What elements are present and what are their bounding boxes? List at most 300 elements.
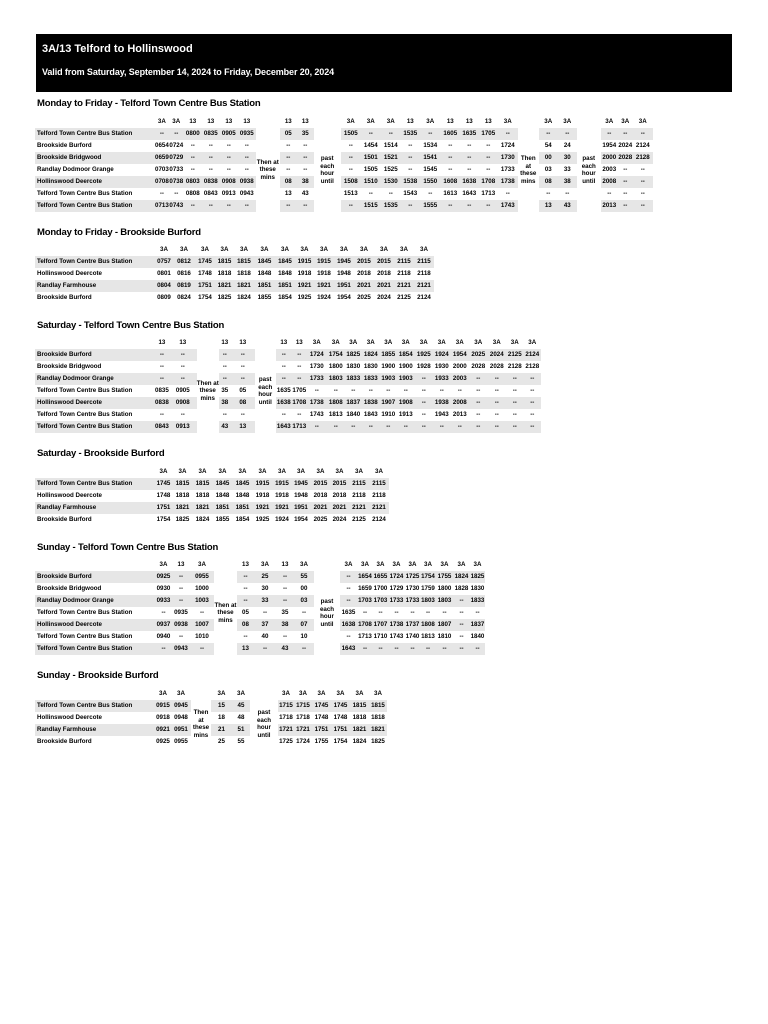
departure-time: 1921: [252, 502, 273, 514]
timetable: [35, 466, 389, 526]
departure-time: 30: [261, 585, 269, 592]
departure-time: 1954: [602, 142, 617, 149]
table-row: [35, 128, 653, 140]
departure-time: 1848: [215, 492, 230, 499]
route-number: 3A: [330, 466, 349, 478]
route-number: 3A: [369, 688, 387, 700]
departure-time: 0938: [238, 176, 256, 188]
departure-time: 1754: [420, 571, 436, 583]
route-header-row: [35, 244, 434, 256]
route-number: 13: [220, 116, 238, 128]
departure-time: --: [486, 142, 491, 149]
departure-time: --: [190, 643, 214, 655]
departure-time: 00: [300, 585, 308, 592]
departure-time: 55: [237, 738, 245, 745]
departure-time: --: [565, 190, 570, 197]
departure-time: 0757: [155, 256, 173, 268]
departure-time: 1855: [257, 294, 272, 301]
table-row: [35, 292, 434, 304]
departure-time: --: [460, 200, 479, 212]
departure-time: 1738: [388, 619, 405, 631]
route-number: 3A: [312, 688, 331, 700]
departure-time: 1815: [369, 700, 387, 712]
departure-time: 2013: [452, 411, 467, 418]
departure-time: 0945: [171, 700, 191, 712]
departure-time: 1530: [381, 176, 401, 188]
departure-time: 1821: [350, 724, 369, 736]
departure-time: 1908: [397, 397, 415, 409]
table-row: [35, 373, 541, 385]
departure-time: 1903: [380, 373, 397, 385]
departure-time: 1707: [373, 619, 388, 631]
stop-name: Telford Town Centre Bus Station: [37, 387, 133, 394]
departure-time: 0808: [185, 190, 200, 197]
route-number: [214, 559, 237, 571]
departure-time: 1845: [212, 478, 233, 490]
departure-time: --: [169, 349, 197, 361]
frequency-note: past each hour until: [255, 349, 276, 433]
departure-time: 1513: [343, 190, 358, 197]
departure-time: --: [640, 166, 645, 173]
departure-time: 1830: [470, 585, 485, 592]
route-number: 3A: [488, 337, 506, 349]
route-number: 3A: [369, 466, 389, 478]
departure-time: 2024: [332, 516, 347, 523]
departure-time: --: [172, 571, 190, 583]
route-number: 3A: [345, 337, 362, 349]
route-number: 3A: [275, 244, 295, 256]
departure-time: 2003: [451, 373, 469, 385]
departure-time: 1521: [381, 152, 401, 164]
departure-time: 1725: [279, 738, 293, 745]
departure-time: --: [476, 387, 481, 394]
departure-time: 0905: [220, 128, 238, 140]
departure-time: 2028: [489, 363, 504, 370]
table-row: [35, 736, 387, 748]
departure-time: 1800: [437, 585, 452, 592]
departure-time: 0804: [155, 280, 173, 292]
departure-time: 07: [294, 619, 314, 631]
frequency-note: Then at these mins: [197, 349, 219, 433]
departure-time: 0913: [221, 190, 236, 197]
departure-time: 1803: [420, 595, 436, 607]
departure-time: 1725: [405, 571, 420, 583]
frequency-note: Then at these mins: [191, 700, 211, 748]
departure-time: 1635: [341, 609, 356, 616]
departure-time: 1848: [235, 492, 250, 499]
departure-time: --: [442, 609, 447, 616]
route-number: 3A: [173, 244, 195, 256]
departure-time: --: [159, 190, 164, 197]
route-number: 13: [184, 116, 202, 128]
departure-time: 2128: [525, 363, 540, 370]
departure-time: 2118: [417, 270, 431, 277]
departure-time: --: [286, 166, 291, 173]
table-row: [35, 164, 653, 176]
departure-time: 1721: [278, 724, 294, 736]
departure-time: --: [524, 397, 541, 409]
departure-time: 1751: [195, 280, 215, 292]
departure-time: 1745: [155, 478, 172, 490]
departure-time: --: [448, 142, 453, 149]
route-number: [314, 116, 341, 128]
departure-time: 0733: [169, 166, 184, 173]
route-number: 3A: [381, 116, 401, 128]
departure-time: 1815: [172, 478, 193, 490]
frequency-note: Then at these mins: [256, 128, 280, 212]
departure-time: --: [280, 200, 297, 212]
table-row: [35, 349, 541, 361]
departure-time: 1800: [328, 363, 343, 370]
table-row: [35, 712, 387, 724]
route-number: 3A: [357, 559, 373, 571]
departure-time: 1613: [443, 190, 458, 197]
departure-time: --: [327, 421, 345, 433]
departure-time: --: [436, 643, 453, 655]
departure-time: --: [276, 571, 294, 583]
departure-time: --: [415, 373, 433, 385]
departure-time: 2018: [357, 270, 371, 277]
departure-time: --: [341, 152, 361, 164]
departure-time: 43: [558, 200, 577, 212]
departure-time: 1818: [352, 714, 367, 721]
stop-name: Brookside Burford: [35, 571, 155, 583]
departure-time: 0913: [169, 421, 197, 433]
departure-time: 0843: [155, 421, 169, 433]
departure-time: 1724: [307, 349, 327, 361]
departure-time: 1759: [421, 585, 435, 592]
departure-time: --: [294, 643, 314, 655]
stop-name: Brookside Burford: [37, 294, 92, 301]
departure-time: 1845: [254, 256, 275, 268]
departure-time: 1848: [257, 270, 272, 277]
departure-time: --: [448, 166, 453, 173]
departure-time: 24: [563, 142, 571, 149]
stop-name: Telford Town Centre Bus Station: [35, 700, 155, 712]
departure-time: --: [222, 411, 227, 418]
departure-time: --: [240, 411, 245, 418]
route-number: 13: [172, 559, 190, 571]
route-number: 3A: [373, 559, 388, 571]
departure-time: 1845: [275, 256, 295, 268]
stop-name: Hollinswood Deercote: [35, 397, 155, 409]
departure-time: 1745: [331, 700, 350, 712]
departure-time: 2125: [397, 294, 411, 301]
departure-time: 1833: [362, 373, 380, 385]
departure-time: 1730: [309, 363, 324, 370]
departure-time: 38: [558, 176, 577, 188]
departure-time: 1655: [373, 571, 388, 583]
route-number: 3A: [171, 688, 191, 700]
departure-time: 2021: [311, 502, 330, 514]
departure-time: 1821: [369, 724, 387, 736]
route-header-row: [35, 559, 485, 571]
departure-time: 1754: [333, 738, 348, 745]
departure-time: 1824: [195, 516, 210, 523]
route-number: [197, 337, 219, 349]
departure-time: 1948: [337, 270, 351, 277]
departure-time: --: [155, 128, 169, 140]
departure-time: 1925: [255, 516, 270, 523]
departure-time: 2000: [601, 152, 618, 164]
departure-time: 1754: [327, 349, 345, 361]
departure-time: 0938: [172, 619, 190, 631]
departure-time: 1538: [401, 176, 420, 188]
departure-time: 0738: [169, 176, 184, 188]
stop-name: Randlay Dodmoor Grange: [37, 166, 114, 173]
departure-time: 1755: [314, 738, 329, 745]
route-number: [577, 116, 601, 128]
departure-time: 2121: [349, 502, 369, 514]
departure-time: 2018: [377, 270, 391, 277]
departure-time: --: [161, 609, 166, 616]
departure-time: 1000: [195, 585, 209, 592]
departure-time: 48: [237, 714, 245, 721]
departure-time: 0803: [184, 176, 202, 188]
stop-name: Telford Town Centre Bus Station: [35, 200, 155, 212]
departure-time: 1913: [398, 411, 413, 418]
departure-time: 13: [284, 190, 292, 197]
departure-time: 1510: [361, 176, 381, 188]
departure-time: 2024: [377, 294, 391, 301]
departure-time: 1745: [312, 700, 331, 712]
departure-time: 0940: [156, 633, 171, 640]
route-number: [518, 116, 539, 128]
route-header-row: [35, 688, 387, 700]
stop-name: Hollinswood Deercote: [37, 492, 102, 499]
departure-time: 1733: [307, 373, 327, 385]
departure-time: 1951: [334, 280, 354, 292]
departure-time: 1748: [198, 270, 212, 277]
departure-time: 1751: [155, 502, 172, 514]
departure-time: 43: [219, 421, 231, 433]
departure-time: 1703: [373, 595, 388, 607]
table-row: [35, 502, 389, 514]
departure-time: 1930: [434, 363, 449, 370]
route-number: 3A: [433, 337, 451, 349]
route-number: 3A: [295, 244, 314, 256]
departure-time: 0955: [174, 738, 188, 745]
departure-time: --: [505, 190, 510, 197]
departure-time: 1454: [363, 142, 378, 149]
header-spacer: [35, 466, 155, 478]
departure-time: 1838: [362, 397, 380, 409]
departure-time: 1754: [156, 516, 171, 523]
departure-time: 1924: [317, 294, 331, 301]
departure-time: 1821: [234, 280, 254, 292]
table-row: [35, 188, 653, 200]
departure-time: 1818: [237, 270, 251, 277]
frequency-note: Then at these mins: [518, 128, 539, 212]
departure-time: --: [470, 643, 485, 655]
departure-time: 43: [276, 643, 294, 655]
departure-time: 0659: [155, 152, 169, 164]
departure-time: --: [403, 387, 408, 394]
route-number: 3A: [539, 116, 558, 128]
table-row: [35, 152, 653, 164]
route-number: 3A: [311, 466, 330, 478]
departure-time: --: [346, 585, 351, 592]
route-number: 3A: [273, 466, 291, 478]
departure-time: --: [546, 190, 551, 197]
departure-time: --: [226, 166, 231, 173]
departure-time: 1737: [405, 619, 420, 631]
departure-time: 0905: [175, 387, 190, 394]
route-number: 13: [219, 337, 231, 349]
departure-time: 1828: [454, 585, 469, 592]
departure-time: 1638: [340, 619, 357, 631]
departure-time: 1543: [403, 190, 418, 197]
departure-time: 1925: [415, 349, 433, 361]
departure-time: 2121: [394, 280, 414, 292]
departure-time: 0819: [173, 280, 195, 292]
departure-time: --: [190, 142, 195, 149]
route-number: 13: [460, 116, 479, 128]
departure-time: 1733: [405, 595, 420, 607]
departure-time: --: [506, 421, 524, 433]
route-number: 3A: [215, 244, 234, 256]
departure-time: --: [333, 387, 338, 394]
departure-time: 1718: [296, 714, 310, 721]
departure-time: --: [488, 373, 506, 385]
departure-time: 1740: [405, 633, 420, 640]
departure-time: 43: [301, 190, 309, 197]
departure-time: 1925: [297, 294, 312, 301]
departure-time: 2124: [372, 516, 386, 523]
route-number: 3A: [388, 559, 405, 571]
route-number: 3A: [327, 337, 345, 349]
departure-time: 1710: [373, 633, 388, 640]
departure-time: --: [408, 166, 413, 173]
departure-time: --: [401, 152, 420, 164]
departure-time: 1851: [275, 280, 295, 292]
route-number: 3A: [506, 337, 524, 349]
departure-time: --: [240, 363, 245, 370]
departure-time: --: [441, 152, 460, 164]
route-number: 3A: [397, 337, 415, 349]
departure-time: 1545: [423, 166, 438, 173]
departure-time: 2121: [414, 280, 434, 292]
departure-time: 1733: [500, 166, 515, 173]
route-number: 3A: [211, 688, 232, 700]
route-number: 3A: [415, 337, 433, 349]
departure-time: 1730: [498, 152, 518, 164]
departure-time: 1824: [237, 294, 251, 301]
departure-time: 1918: [317, 270, 331, 277]
departure-time: 1851: [233, 502, 252, 514]
departure-time: 1541: [420, 152, 441, 164]
table-row: [35, 514, 389, 526]
frequency-note: Then at these mins: [214, 571, 237, 655]
departure-time: --: [348, 142, 353, 149]
departure-time: 0915: [155, 700, 171, 712]
departure-time: 1515: [361, 200, 381, 212]
departure-time: 2028: [618, 152, 633, 164]
departure-time: 1848: [278, 270, 292, 277]
departure-time: 0908: [169, 397, 197, 409]
route-number: 13: [169, 337, 197, 349]
departure-time: 55: [294, 571, 314, 583]
departure-time: --: [159, 363, 164, 370]
departure-time: --: [340, 595, 357, 607]
frequency-note: past each hour until: [250, 700, 278, 748]
route-number: 3A: [233, 466, 252, 478]
stop-name: Telford Town Centre Bus Station: [37, 411, 133, 418]
departure-time: 1635: [460, 128, 479, 140]
departure-time: 2021: [374, 280, 394, 292]
departure-time: --: [368, 387, 373, 394]
departure-time: 1915: [314, 256, 334, 268]
table-row: [35, 200, 653, 212]
stop-name: Brookside Bridgwood: [37, 585, 102, 592]
departure-time: 1748: [333, 714, 348, 721]
route-number: 13: [401, 116, 420, 128]
departure-time: 2018: [332, 492, 347, 499]
route-number: 3A: [307, 337, 327, 349]
departure-time: --: [405, 643, 420, 655]
departure-time: 0948: [174, 714, 188, 721]
frequency-note: past each hour until: [314, 571, 340, 655]
departure-time: 2115: [349, 478, 369, 490]
departure-time: 0729: [169, 152, 184, 164]
departure-time: 1921: [273, 502, 291, 514]
departure-time: --: [475, 609, 480, 616]
departure-time: --: [380, 421, 397, 433]
departure-time: --: [292, 373, 307, 385]
departure-time: 1643: [340, 643, 357, 655]
departure-time: --: [623, 166, 628, 173]
departure-time: 1505: [363, 166, 378, 173]
route-number: 3A: [469, 337, 488, 349]
departure-time: --: [420, 643, 436, 655]
departure-time: 2115: [394, 256, 414, 268]
departure-time: 05: [239, 387, 247, 394]
departure-time: 1508: [341, 176, 361, 188]
departure-time: --: [169, 128, 184, 140]
departure-time: --: [388, 643, 405, 655]
route-number: 13: [297, 116, 314, 128]
departure-time: --: [314, 387, 319, 394]
departure-time: 1550: [420, 176, 441, 188]
route-number: 13: [202, 116, 220, 128]
departure-time: 0921: [155, 724, 171, 736]
stop-name: Randlay Farmhouse: [35, 502, 155, 514]
departure-time: 2018: [313, 492, 328, 499]
route-number: 13: [276, 559, 294, 571]
departure-time: --: [180, 363, 185, 370]
departure-time: --: [558, 128, 577, 140]
departure-time: --: [453, 643, 470, 655]
departure-time: --: [219, 373, 231, 385]
departure-time: --: [243, 633, 248, 640]
departure-time: --: [172, 595, 190, 607]
departure-time: --: [243, 585, 248, 592]
departure-time: 1715: [278, 700, 294, 712]
departure-time: 1501: [361, 152, 381, 164]
departure-time: 1010: [195, 633, 209, 640]
departure-time: 1743: [389, 633, 404, 640]
departure-time: --: [401, 200, 420, 212]
departure-time: --: [381, 128, 401, 140]
departure-time: 10: [300, 633, 308, 640]
departure-time: 1851: [254, 280, 275, 292]
route-number: 3A: [294, 559, 314, 571]
route-number: 3A: [331, 688, 350, 700]
departure-time: --: [506, 397, 524, 409]
departure-time: --: [169, 373, 197, 385]
departure-time: --: [178, 585, 184, 592]
departure-time: 1514: [383, 142, 398, 149]
